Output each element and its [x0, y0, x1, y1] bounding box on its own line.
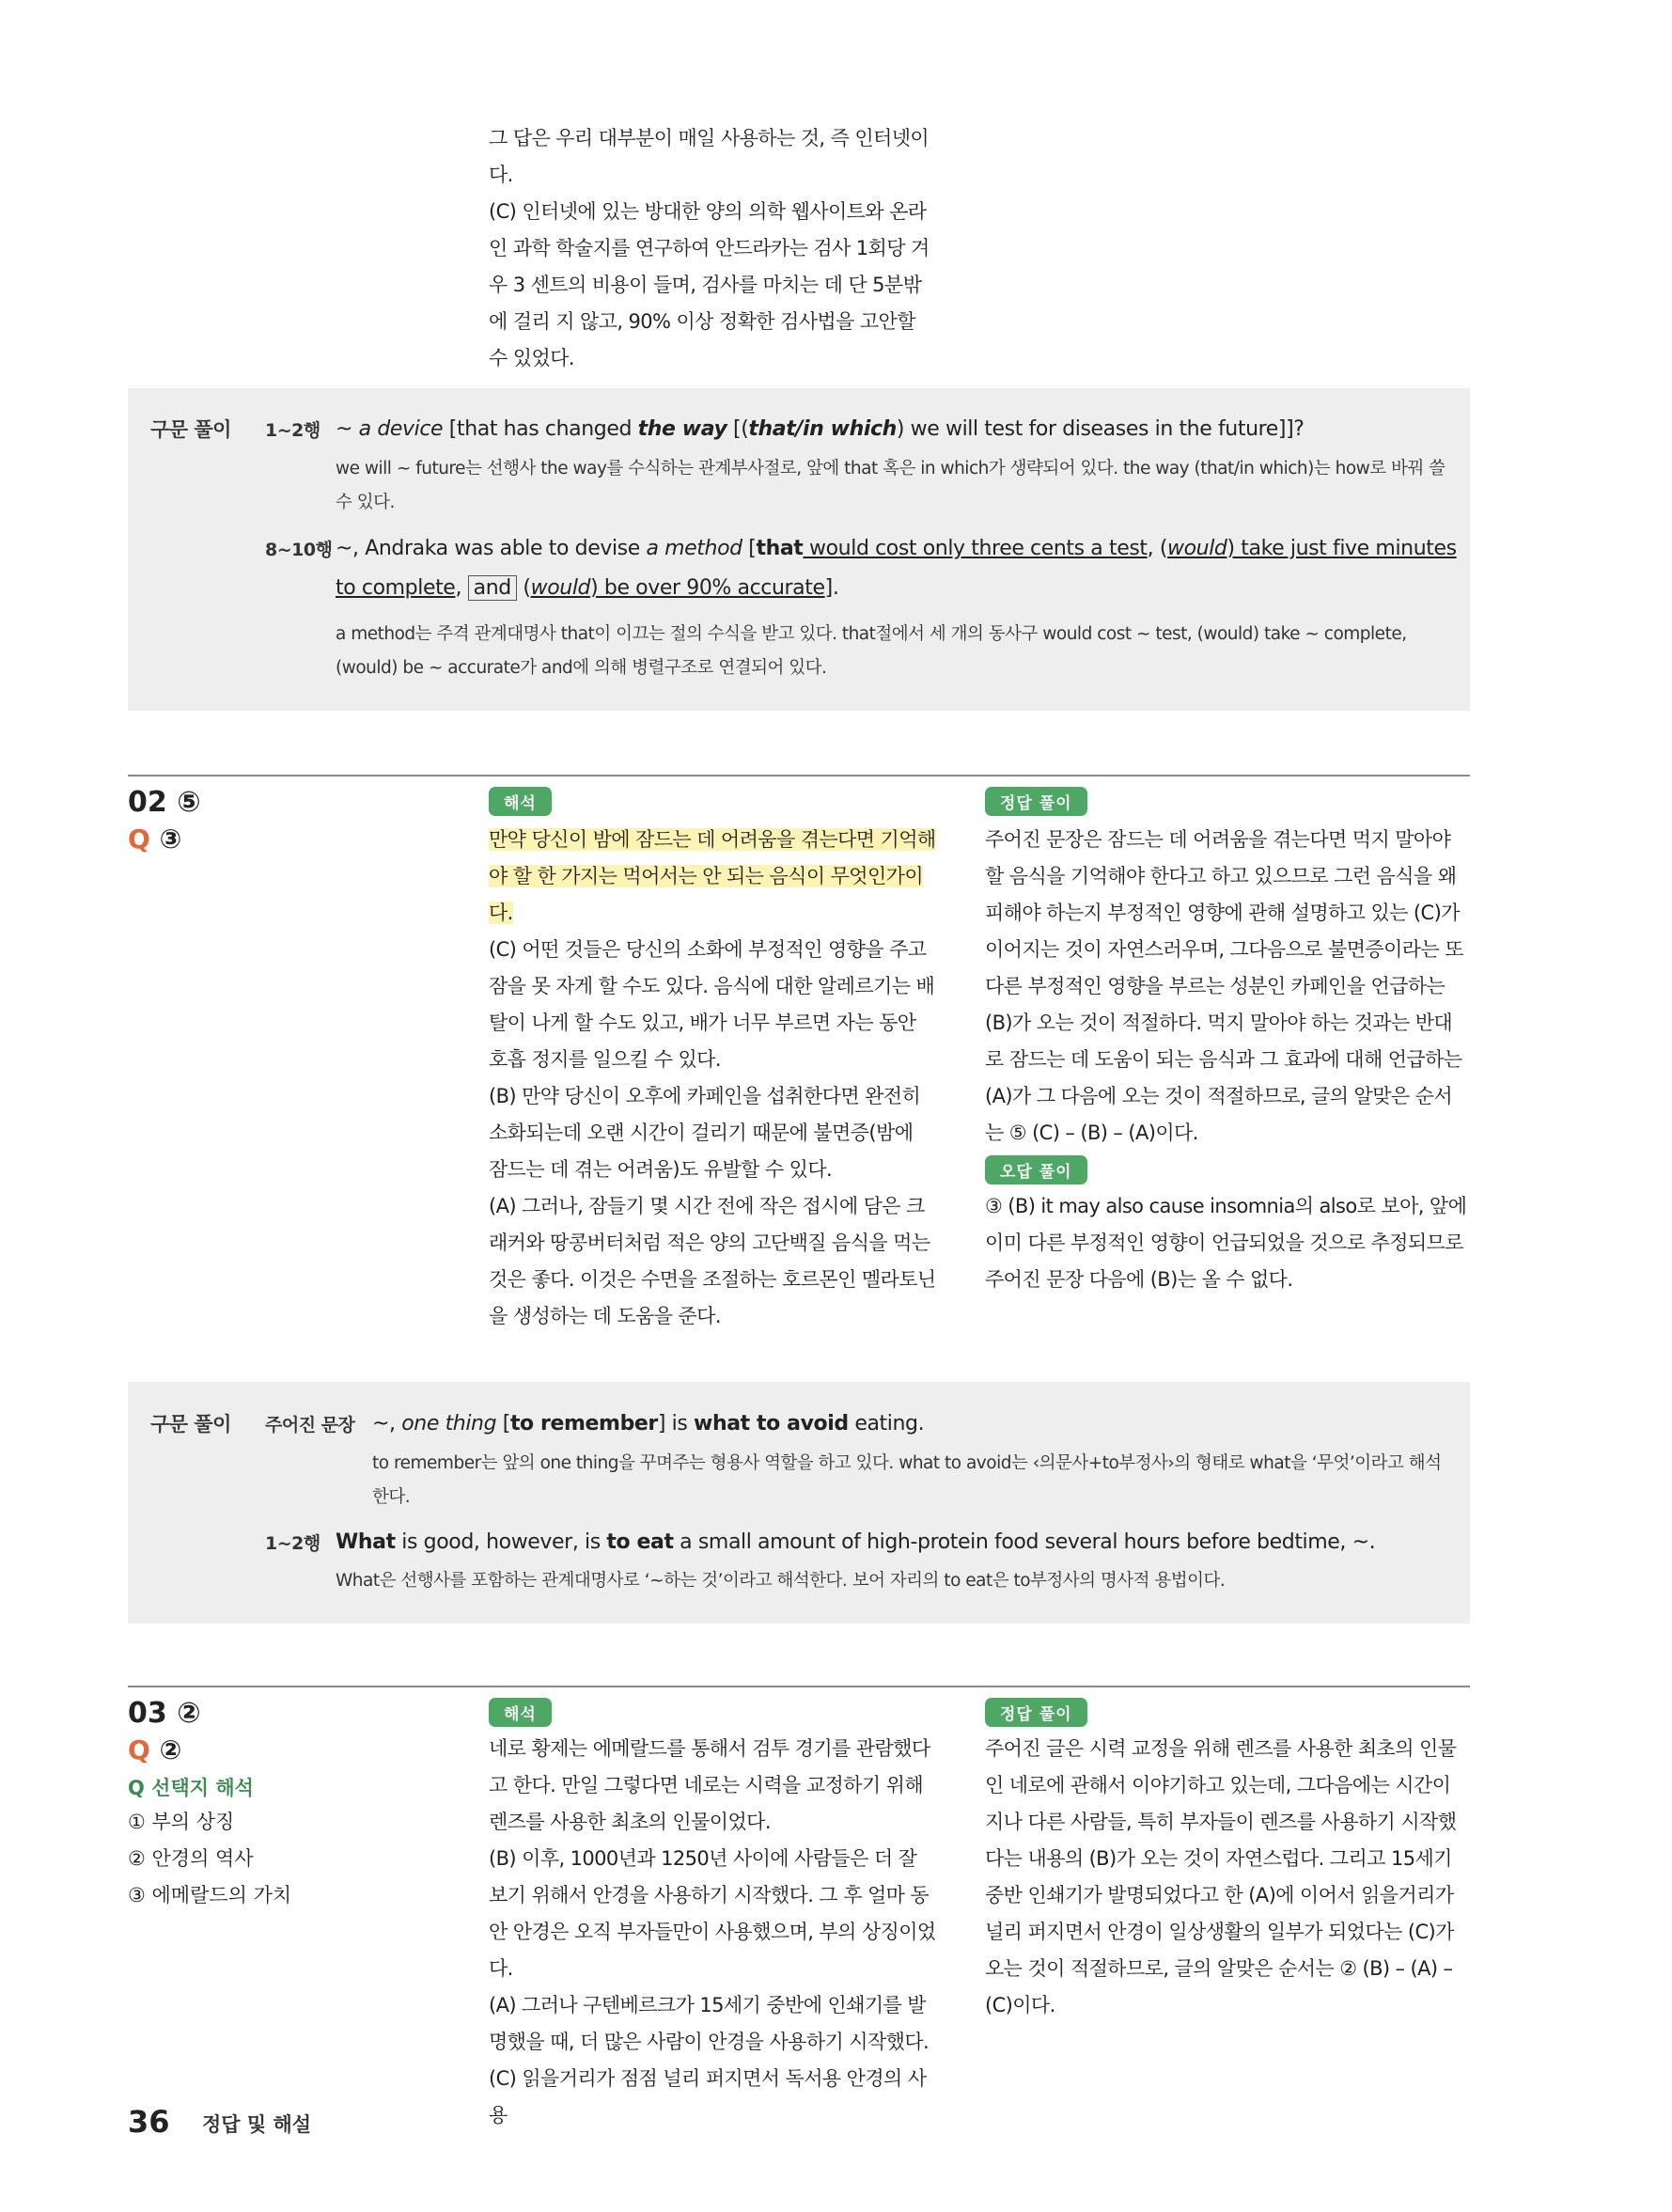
haeseok-badge: 해석 [489, 1698, 552, 1727]
translation-paragraph: (B) 이후, 1000년과 1250년 사이에 사람들은 더 잘 보기 위해서 안경을 사용하기 시작했다. 그 후 얼마 동안 안경은 오직 부자들만이 사용했으며, 부의 상징이었다. [489, 1847, 936, 1980]
question-number: 02 ⑤ [128, 786, 201, 819]
wrong-answer-explanation: ③ (B) it may also cause insomnia의 also로 보아, 앞에 이미 다른 부정적인 영향이 언급되었을 것으로 추정되므로 주어진 문장 다음에 (B)는 올 수 없다. [985, 1195, 1467, 1291]
options-list [128, 1804, 291, 1914]
translation-column [489, 1698, 936, 2134]
answer-explanation: 주어진 문장은 잠드는 데 어려움을 겪는다면 먹지 말아야 할 음식을 기억해야 한다고 하고 있으므로 그런 음식을 왜 피해야 하는지 부정적인 영향에 관해 설명하고 있는 (C)가 이어지는 것이 자연스러우며, 그다음으로 불면증이라는 또 다른 부정적인 영향을 부르는 성분인 카페인을 언급하는 (B)가 오는 것이 적절하다. 먹지 말아야 하는 것과는 반대로 잠드는 데 도움이 되는 음식과 그 효과에 대해 언급하는 (A)가 그 다음에 오는 것이 적절하므로, 글의 알맞은 순서는 ⑤ (C) – (B) – (A)이다. [985, 828, 1463, 1144]
translation-paragraph: (B) 만약 당신이 오후에 카페인을 섭취한다면 완전히 소화되는데 오랜 시간이 걸리기 때문에 불면증(밤에 잠드는 데 겪는 어려움)도 유발할 수 있다. [489, 1085, 921, 1181]
highlighted-sentence: 만약 당신이 밤에 잠드는 데 어려움을 겪는다면 기억해야 할 한 가지는 먹어서는 안 되는 음식이 무엇인가이다. [489, 828, 936, 924]
option-item: ③ 에메랄드의 가치 [128, 1884, 292, 1906]
grammar-note: to remember는 앞의 one thing을 꾸며주는 형용사 역할을 하고 있다. what to avoid는 ‹의문사+to부정사›의 형태로 what을 ‘무엇’이라고 해석한다. [372, 1453, 1442, 1507]
question-number: 03 ② [128, 1697, 201, 1730]
grammar-note: a method는 주격 관계대명사 that이 이끄는 절의 수식을 받고 있다. that절에서 세 개의 동사구 would cost ~ test, (would) take ~ complete, (would) be ~ accurate가 and에 의해 병렬구조로 연결되어 있다. [336, 624, 1407, 678]
line-ref: 1~2행 [265, 1533, 320, 1554]
odap-badge: 오답 풀이 [985, 1155, 1087, 1184]
answer-explanation-column [985, 1698, 1470, 2024]
answer-mark: ⑤ [177, 786, 201, 819]
divider [128, 775, 1470, 777]
and-box: and [468, 575, 517, 601]
grammar-label: 구문 풀이 [150, 1413, 231, 1435]
grammar-sentence: ~, Andraka was able to devise a method [that would cost only three cents a test, (would) take just five minutes to complete, and (would) be over 90% accurate]. [336, 537, 1457, 600]
answer-explanation-column [985, 787, 1470, 1298]
top-paragraph-1: 그 답은 우리 대부분이 매일 사용하는 것, 즉 인터넷이 다. [489, 127, 930, 186]
translation-paragraph: 네로 황제는 에메랄드를 통해서 검투 경기를 관람했다고 한다. 만일 그렇다면 네로는 시력을 교정하기 위해 렌즈를 사용한 최초의 인물이었다. [489, 1737, 930, 1833]
translation-paragraph: (A) 그러나 구텐베르크가 15세기 중반에 인쇄기를 발명했을 때, 더 많은 사람이 안경을 사용하기 시작했다. [489, 1994, 930, 2053]
top-paragraph-2: (C) 인터넷에 있는 방대한 양의 의학 웹사이트와 온라인 과학 학술지를 연구하여 안드라카는 검사 1회당 겨우 3 센트의 비용이 들며, 검사를 마치는 데 단 5분밖에 걸리 지 않고, 90% 이상 정확한 검사법을 고안할 수 있었다. [489, 200, 930, 369]
answer-mark: ② [177, 1697, 201, 1730]
translation-column [489, 787, 936, 1335]
grammar-label: 구문 풀이 [150, 418, 231, 441]
jeongdap-badge: 정답 풀이 [985, 1698, 1087, 1727]
line-ref: 주어진 문장 [265, 1415, 355, 1435]
divider [128, 1686, 1470, 1687]
line-ref: 8~10행 [265, 540, 333, 560]
translation-paragraph: (C) 읽을거리가 점점 널리 퍼지면서 독서용 안경의 사용 [489, 2067, 927, 2126]
footer-title: 정답 및 해설 [202, 2113, 312, 2136]
page-number: 36 [128, 2104, 170, 2140]
q-answer: Q ② [128, 1734, 182, 1765]
q-answer: Q ③ [128, 824, 182, 855]
option-item: ② 안경의 역사 [128, 1847, 254, 1870]
options-title: Q 선택지 해석 [128, 1777, 254, 1799]
grammar-sentence: ~ a device [that has changed the way [(that/in which) we will test for diseases in the future]]? [336, 417, 1305, 441]
translation-paragraph: (C) 어떤 것들은 당신의 소화에 부정적인 영향을 주고 잠을 못 자게 할 수도 있다. 음식에 대한 알레르기는 배탈이 나게 할 수도 있고, 배가 너무 부르면 자는 동안 호흡 정지를 일으킬 수 있다. [489, 938, 935, 1071]
grammar-sentence: ~, one thing [to remember] is what to avoid eating. [372, 1412, 925, 1435]
translation-paragraph: (A) 그러나, 잠들기 몇 시간 전에 작은 접시에 담은 크래커와 땅콩버터처럼 적은 양의 고단백질 음식을 먹는 것은 좋다. 이것은 수면을 조절하는 호르몬인 멜라토닌을 생성하는 데 도움을 준다. [489, 1195, 936, 1327]
grammar-sentence: What is good, however, is to eat a small amount of high-protein food several hours before bedtime, ~. [336, 1530, 1376, 1554]
answer-explanation: 주어진 글은 시력 교정을 위해 렌즈를 사용한 최초의 인물인 네로에 관해서 이야기하고 있는데, 그다음에는 시간이 지나 다른 사람들, 특히 부자들이 렌즈를 사용하기 시작했다는 내용의 (B)가 오는 것이 자연스럽다. 그리고 15세기 중반 인쇄기가 발명되었다고 한 (A)에 이어서 읽을거리가 널리 퍼지면서 안경이 일상생활의 일부가 되었다는 (C)가 오는 것이 적절하므로, 글의 알맞은 순서는 ② (B) – (A) – (C)이다. [985, 1737, 1457, 2016]
grammar-note: What은 선행사를 포함하는 관계대명사로 ‘~하는 것’이라고 해석한다. 보어 자리의 to eat은 to부정사의 명사적 용법이다. [336, 1571, 1226, 1591]
top-translation [489, 120, 936, 377]
option-item: ① 부의 상징 [128, 1811, 235, 1833]
line-ref: 1~2행 [265, 420, 320, 441]
jeongdap-badge: 정답 풀이 [985, 787, 1087, 816]
grammar-note: we will ~ future는 선행사 the way를 수식하는 관계부사절로, 앞에 that 혹은 in which가 생략되어 있다. the way (that/in which)는 how로 바꿔 쓸 수 있다. [336, 459, 1445, 512]
haeseok-badge: 해석 [489, 787, 552, 816]
